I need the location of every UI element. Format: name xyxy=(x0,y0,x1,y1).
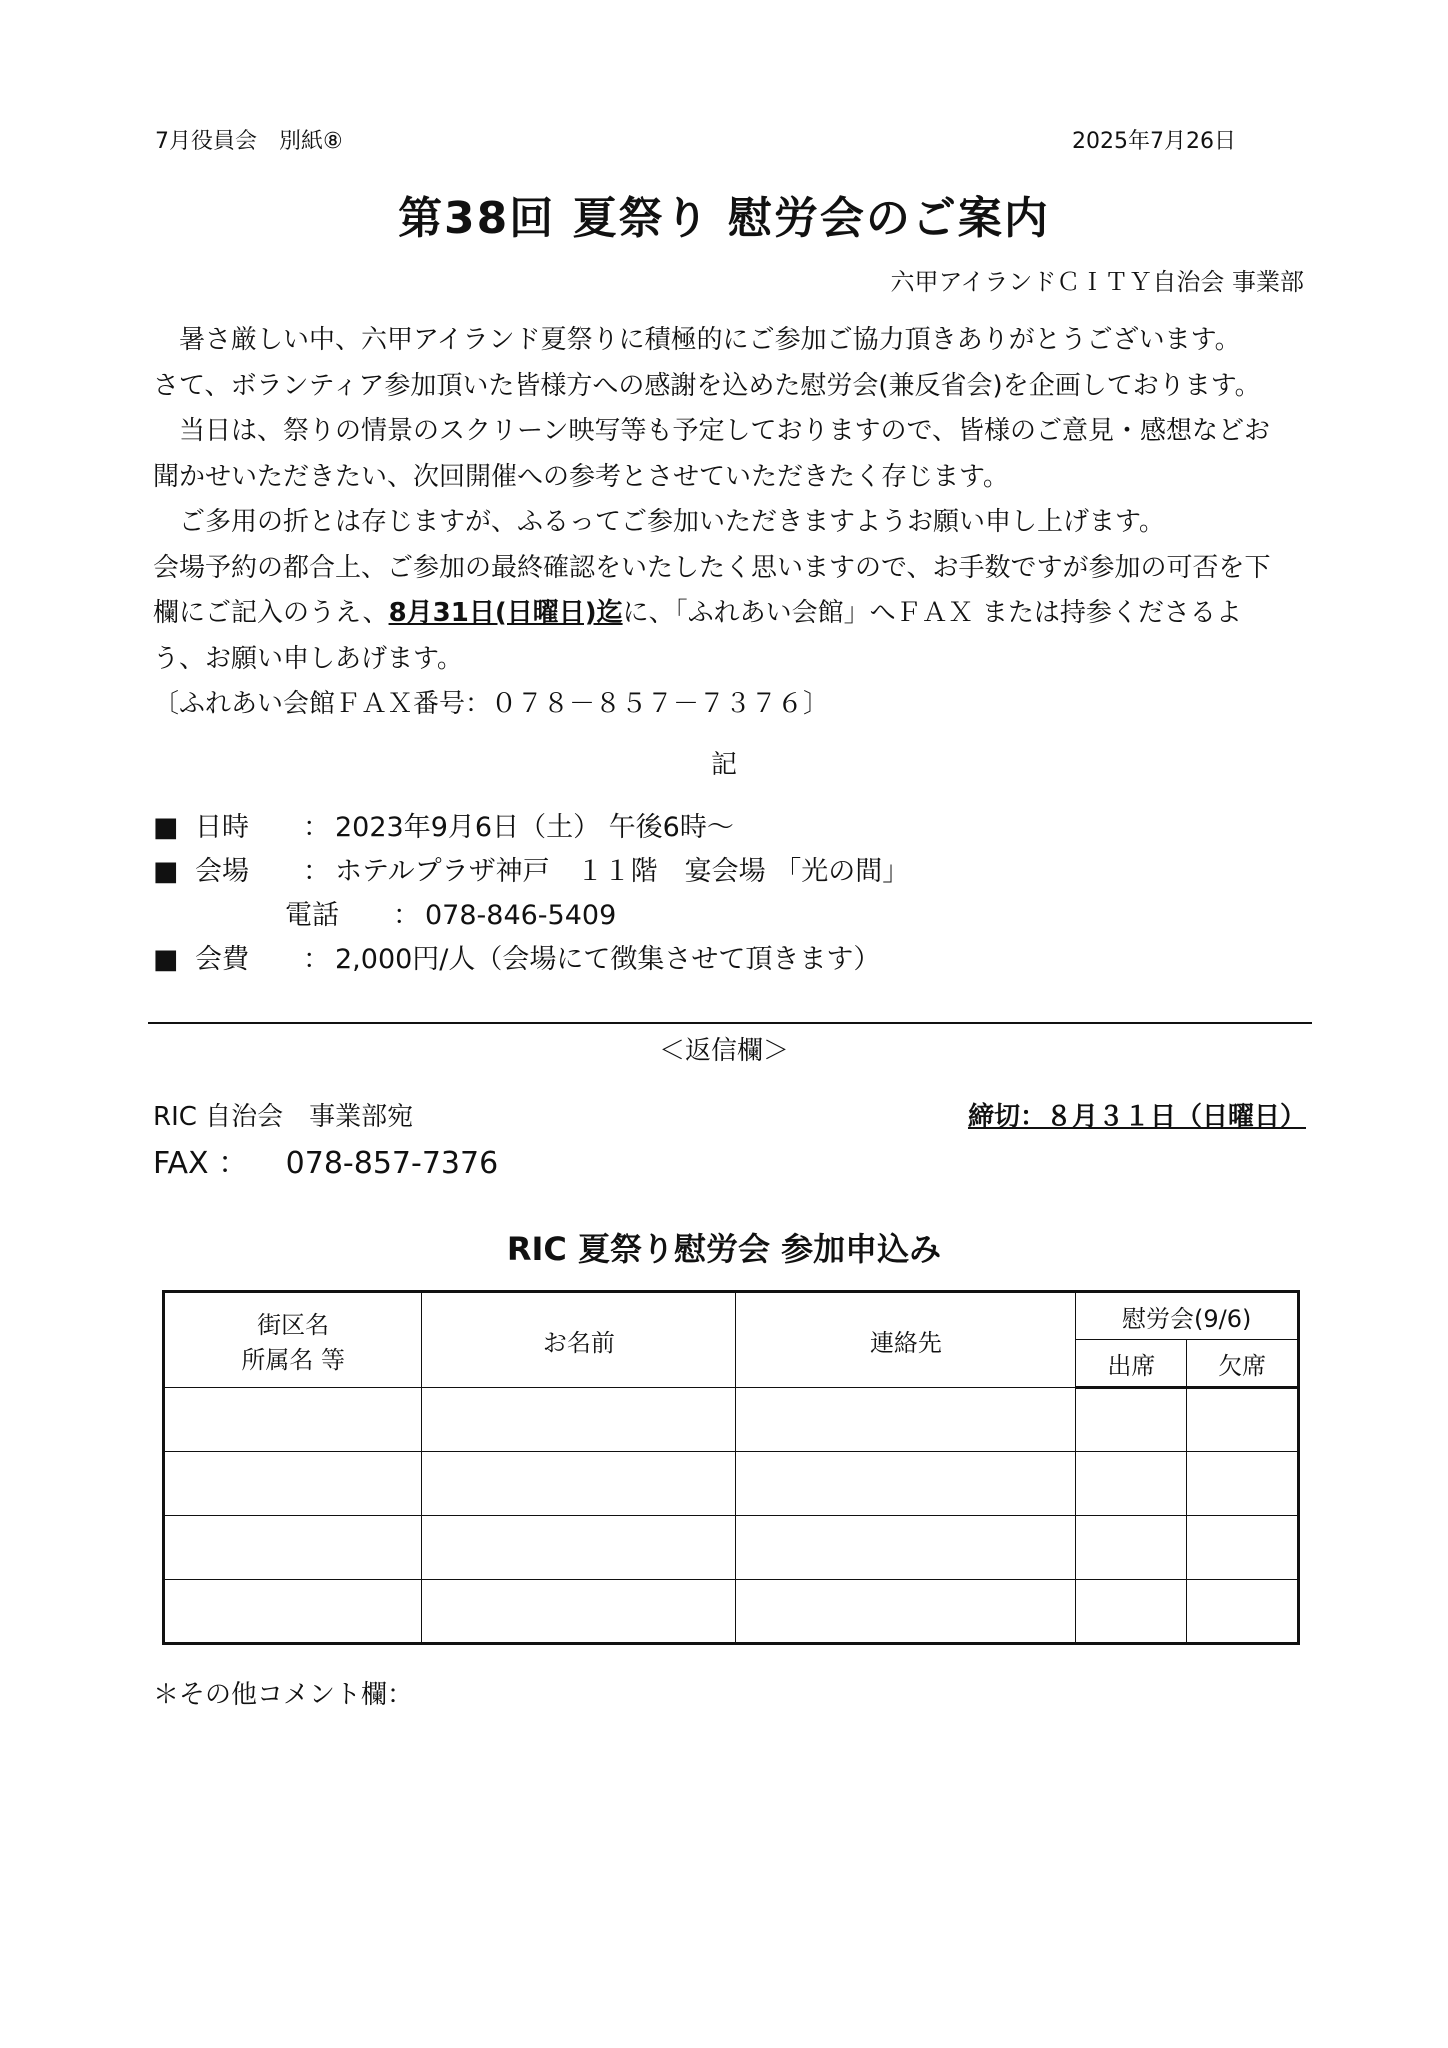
section-divider xyxy=(148,1022,1312,1024)
district-cell[interactable] xyxy=(164,1516,422,1580)
absent-cell[interactable] xyxy=(1187,1452,1299,1516)
district-cell[interactable] xyxy=(164,1580,422,1644)
bullet-square-icon: ■ xyxy=(153,944,179,975)
detail-label: 会費 xyxy=(195,944,249,975)
comment-label: ＊その他コメント欄： xyxy=(153,1680,414,1710)
detail-fee xyxy=(153,938,909,982)
header-line: 街区名 xyxy=(257,1311,330,1339)
inline-deadline: 8月31日(日曜日)迄 xyxy=(388,598,623,628)
table-row xyxy=(164,1580,1299,1644)
detail-label: 電話 xyxy=(285,900,339,931)
header-reference: 7月役員会 別紙⑧ xyxy=(155,129,343,154)
body-line: さて、ボランティア参加頂いた皆様方への感謝を込めた慰労会(兼反省会)を企画しております。 xyxy=(153,370,1261,401)
reply-heading: ＜返信欄＞ xyxy=(658,1036,789,1066)
detail-separator: ： xyxy=(303,856,330,887)
detail-label: 会場 xyxy=(195,856,249,887)
attend-cell[interactable] xyxy=(1076,1388,1187,1452)
page-title: 第38回 夏祭り 慰労会のご案内 xyxy=(398,193,1050,244)
absent-cell[interactable] xyxy=(1187,1580,1299,1644)
invitation-body xyxy=(153,318,1313,728)
name-cell[interactable] xyxy=(422,1580,736,1644)
fax-label: FAX ： xyxy=(153,1146,249,1181)
body-text-segment: 欄にご記入のうえ、 xyxy=(153,598,389,628)
name-cell[interactable] xyxy=(422,1516,736,1580)
name-cell[interactable] xyxy=(422,1388,736,1452)
contact-cell[interactable] xyxy=(736,1580,1076,1644)
detail-separator: ： xyxy=(393,900,420,931)
district-cell[interactable] xyxy=(164,1452,422,1516)
body-line: 暑さ厳しい中、六甲アイランド夏祭りに積極的にご参加ご協力頂きありがとうございます。 xyxy=(179,325,1241,355)
organization-name: 六甲アイランドＣＩＴＹ自治会 事業部 xyxy=(890,268,1304,296)
detail-separator: ： xyxy=(303,944,330,975)
column-header-name: お名前 xyxy=(422,1292,736,1388)
reply-recipient: RIC 自治会 事業部宛 xyxy=(153,1102,414,1132)
contact-cell[interactable] xyxy=(736,1452,1076,1516)
column-header-district xyxy=(164,1292,422,1388)
table-row xyxy=(164,1452,1299,1516)
body-line: 当日は、祭りの情景のスクリーン映写等も予定しておりますので、皆様のご意見・感想などお xyxy=(179,416,1270,446)
attend-cell[interactable] xyxy=(1076,1516,1187,1580)
body-line: ご多用の折とは存じますが、ふるってご参加いただきますようお願い申し上げます。 xyxy=(179,507,1165,537)
contact-cell[interactable] xyxy=(736,1388,1076,1452)
fax-number: 078-857-7376 xyxy=(285,1146,499,1181)
absent-cell[interactable] xyxy=(1187,1516,1299,1580)
registration-table xyxy=(162,1290,1300,1645)
table-row xyxy=(164,1388,1299,1452)
column-header-contact: 連絡先 xyxy=(736,1292,1076,1388)
detail-label: 日時 xyxy=(195,812,249,843)
detail-separator: ： xyxy=(303,812,330,843)
name-cell[interactable] xyxy=(422,1452,736,1516)
detail-value: 078-846-5409 xyxy=(425,900,617,931)
bullet-square-icon: ■ xyxy=(153,856,179,887)
ki-marker: 記 xyxy=(710,750,737,780)
attend-cell[interactable] xyxy=(1076,1452,1187,1516)
body-line: う、お願い申しあげます。 xyxy=(153,643,463,674)
contact-cell[interactable] xyxy=(736,1516,1076,1580)
attend-cell[interactable] xyxy=(1076,1580,1187,1644)
bullet-square-icon: ■ xyxy=(153,812,179,843)
detail-venue xyxy=(153,850,909,894)
header-line: 所属名 等 xyxy=(241,1346,345,1374)
column-header-event: 慰労会(9/6) xyxy=(1076,1292,1299,1340)
absent-cell[interactable] xyxy=(1187,1388,1299,1452)
body-text-segment: に、「ふれあい会館」へＦＡＸ または持参くださるよ xyxy=(622,598,1242,628)
body-line: 会場予約の都合上、ご参加の最終確認をいたしたく思いますので、お手数ですが参加の可否を下 xyxy=(153,552,1271,583)
column-header-attend: 出席 xyxy=(1076,1340,1187,1388)
column-header-absent: 欠席 xyxy=(1187,1340,1299,1388)
reply-deadline: 締切：８月３１日（日曜日） xyxy=(967,1102,1306,1132)
detail-datetime xyxy=(153,806,909,850)
reply-fax xyxy=(153,1138,498,1182)
document-date: 2025年7月26日 xyxy=(1072,129,1236,154)
detail-value: ホテルプラザ神戸 １１階 宴会場 「光の間」 xyxy=(335,856,910,887)
event-details xyxy=(153,806,909,982)
detail-value: 2,000円/人（会場にて徴集させて頂きます） xyxy=(335,944,881,975)
district-cell[interactable] xyxy=(164,1388,422,1452)
table-row xyxy=(164,1516,1299,1580)
body-line: 聞かせいただきたい、次回開催への参考とさせていただきたく存じます。 xyxy=(153,461,1009,492)
form-title: RIC 夏祭り慰労会 参加申込み xyxy=(506,1230,942,1268)
fax-number-note: 〔ふれあい会館ＦＡＸ番号：０７８－８５７－７３７６〕 xyxy=(153,689,830,719)
detail-value: 2023年9月6日（土） 午後6時～ xyxy=(335,812,734,843)
body-line xyxy=(153,591,1313,637)
detail-phone xyxy=(153,894,909,938)
